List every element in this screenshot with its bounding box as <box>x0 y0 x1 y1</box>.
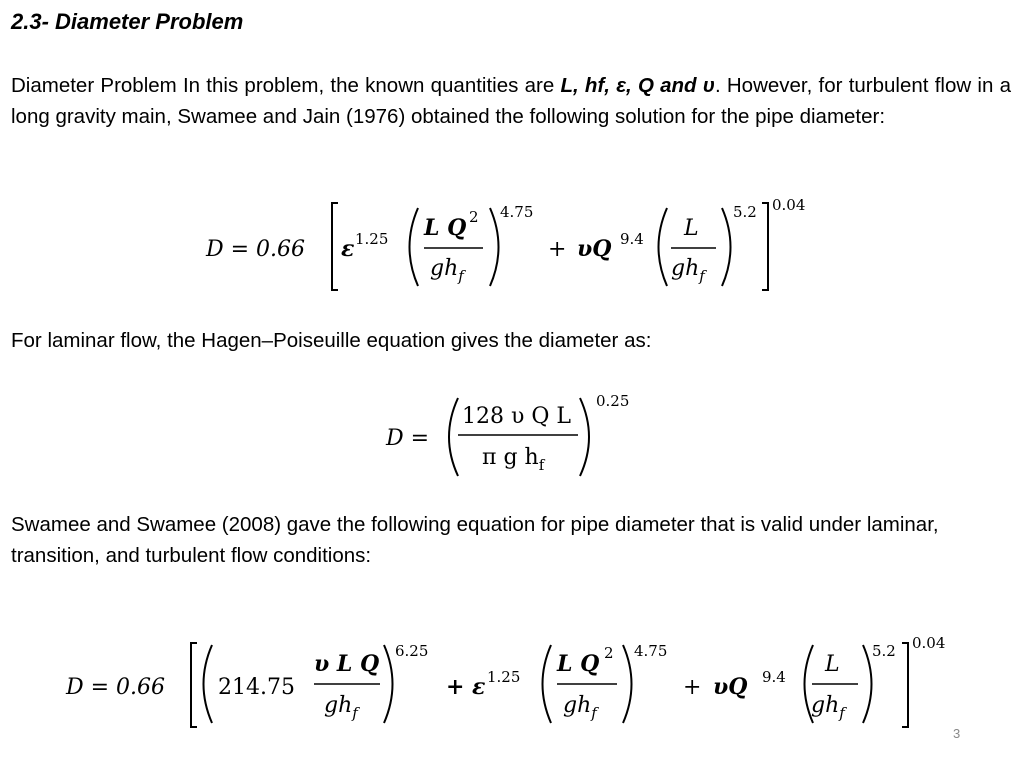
eq2-numerator: 128 υ Q L <box>462 404 571 429</box>
eq1-exp1: 4.75 <box>500 203 534 221</box>
equation-swamee-swamee <box>65 634 945 727</box>
eq1-den2: $gh_f$ <box>671 256 705 285</box>
eq3-paren-close-3 <box>863 645 872 723</box>
eq3-plus2: + <box>683 675 702 700</box>
eq1-right-bracket <box>762 203 768 290</box>
eq2-paren-open <box>449 398 458 476</box>
eq2-lhs: D = <box>386 426 430 451</box>
paragraph-laminar: For laminar flow, the Hagen–Poiseuille equation gives the diameter as: <box>11 329 652 352</box>
equation-swamee-jain <box>205 196 805 290</box>
intro-tail: . However, for turbulent flow in a long gravity main, Swamee and Jain (1976) obtained the following solution for the pipe diameter: <box>11 74 1011 128</box>
eq3-coef: 214.75 <box>218 675 295 700</box>
equation-hagen-poiseuille <box>385 392 629 476</box>
eq1-den1: $gh_f$ <box>430 256 464 285</box>
eq3-exp2: 4.75 <box>634 642 668 660</box>
eq3-num2: L Q <box>557 651 600 677</box>
eq3-paren-open-2 <box>543 645 552 723</box>
eq3-paren-close-2 <box>623 645 632 723</box>
section-heading: 2.3- Diameter Problem <box>11 9 244 34</box>
eq1-paren-open-2 <box>659 208 668 286</box>
eq1-paren-close-2 <box>722 208 731 286</box>
eq3-num3: L <box>825 652 840 677</box>
eq3-den2: $gh_f$ <box>563 693 597 722</box>
eq3-epsilon: ε <box>472 674 486 700</box>
eq3-paren-close-1 <box>384 645 393 723</box>
eq3-nuQ-exp: 9.4 <box>762 668 786 686</box>
eq3-num1 <box>314 651 379 677</box>
eq3-lhs: D = 0.66 <box>66 675 166 700</box>
eq1-outer-exp: 0.04 <box>772 196 806 214</box>
eq1-num2: L <box>684 216 699 241</box>
eq1-left-bracket <box>332 203 338 290</box>
eq1-paren-open-1 <box>410 208 419 286</box>
known-quantities: L, hf, ε, Q and υ <box>560 74 715 97</box>
eq3-exp1: 6.25 <box>395 642 429 660</box>
eq1-num1-exp: 2 <box>469 208 479 226</box>
eq1-epsilon: ε <box>341 236 355 262</box>
eq3-left-bracket <box>191 643 197 727</box>
eq1-nuQ-exp: 9.4 <box>620 230 644 248</box>
eq3-den1: $gh_f$ <box>324 693 358 722</box>
eq1-num1: L Q <box>424 215 467 241</box>
eq1-exp2: 5.2 <box>733 203 757 221</box>
eq3-plus1: + <box>446 674 465 700</box>
eq3-den3: $gh_f$ <box>811 693 845 722</box>
eq2-denominator: π g $h_f$ <box>482 445 545 474</box>
eq3-epsilon-exp: 1.25 <box>487 668 521 686</box>
eq3-nuQ: υQ <box>713 674 748 700</box>
eq2-paren-close <box>580 398 589 476</box>
eq3-outer-exp: 0.04 <box>912 634 946 652</box>
intro-lead: Diameter Problem In this problem, the known quantities are <box>11 74 561 97</box>
eq1-lhs: D = 0.66 <box>206 237 306 262</box>
page-number: 3 <box>953 726 961 741</box>
eq1-epsilon-exp: 1.25 <box>355 230 389 248</box>
eq1-paren-close-1 <box>490 208 499 286</box>
eq3-paren-open-1 <box>204 645 213 723</box>
eq3-num2-exp: 2 <box>604 644 614 662</box>
eq1-nuQ: υQ <box>577 236 612 262</box>
eq3-num1-text: υ L Q <box>314 651 380 677</box>
eq3-right-bracket <box>902 643 908 727</box>
paragraph-swamee-2008: Swamee and Swamee (2008) gave the following equation for pipe diameter that is valid under laminar, transition, and turbulent flow conditions: <box>11 513 939 567</box>
eq3-exp3: 5.2 <box>872 642 896 660</box>
eq1-plus: + <box>548 237 567 262</box>
eq2-exp: 0.25 <box>596 392 630 410</box>
